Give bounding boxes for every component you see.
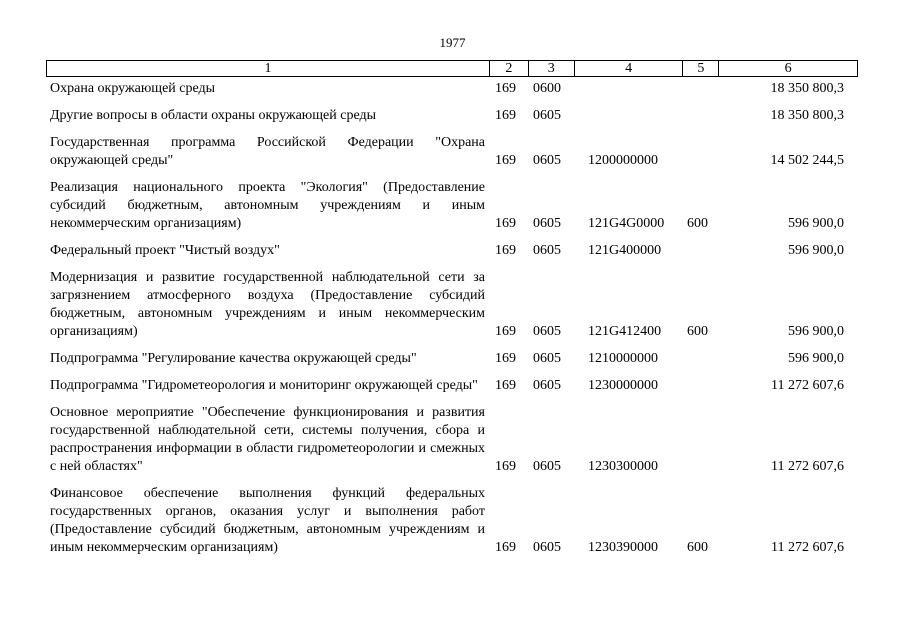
row-section-code: 0605 bbox=[533, 153, 561, 168]
row-ministry-code: 169 bbox=[495, 540, 516, 555]
row-section-code: 0600 bbox=[533, 81, 561, 96]
row-expense-type: 600 bbox=[687, 324, 708, 339]
row-amount: 18 350 800,3 bbox=[770, 81, 844, 96]
row-description: Финансовое обеспечение выполнения функций федеральных государственных органов, оказания услуг и выполнения работ (Предоставление субсидий бюджетным, автономным учреждениям и иным некоммерческим организациям) bbox=[50, 486, 485, 555]
budget-table bbox=[46, 60, 858, 557]
header-col-4: 4 bbox=[574, 61, 683, 76]
row-target-code: 1200000000 bbox=[588, 153, 658, 168]
table-row bbox=[46, 242, 858, 260]
row-amount: 596 900,0 bbox=[788, 216, 844, 231]
table-row bbox=[46, 179, 858, 233]
row-section-code: 0605 bbox=[533, 540, 561, 555]
row-amount: 596 900,0 bbox=[788, 351, 844, 366]
row-ministry-code: 169 bbox=[495, 153, 516, 168]
row-ministry-code: 169 bbox=[495, 216, 516, 231]
row-ministry-code: 169 bbox=[495, 378, 516, 393]
row-target-code: 121G4G0000 bbox=[588, 216, 665, 231]
header-col-5: 5 bbox=[682, 61, 718, 76]
header-col-3: 3 bbox=[528, 61, 574, 76]
table-row bbox=[46, 107, 858, 125]
row-target-code: 121G412400 bbox=[588, 324, 662, 339]
row-section-code: 0605 bbox=[533, 351, 561, 366]
row-description: Государственная программа Российской Федерации "Охрана окружающей среды" bbox=[50, 135, 485, 168]
header-col-2: 2 bbox=[489, 61, 528, 76]
row-description: Модернизация и развитие государственной наблюдательной сети за загрязнением атмосферного воздуха (Предоставление субсидий бюджетным, автономным учреждениям и иным некоммерческим организациям) bbox=[50, 270, 485, 339]
row-description: Основное мероприятие "Обеспечение функционирования и развития государственной наблюдательной сети, системы получения, сбора и распространения информации в области гидрометеорологии и смежных с ней областях" bbox=[50, 405, 485, 474]
table-row bbox=[46, 404, 858, 476]
row-amount: 18 350 800,3 bbox=[770, 108, 844, 123]
row-expense-type: 600 bbox=[687, 216, 708, 231]
row-amount: 11 272 607,6 bbox=[771, 378, 844, 393]
table-row bbox=[46, 377, 858, 395]
table-row bbox=[46, 269, 858, 341]
row-ministry-code: 169 bbox=[495, 108, 516, 123]
row-ministry-code: 169 bbox=[495, 81, 516, 96]
table-row bbox=[46, 134, 858, 170]
row-expense-type: 600 bbox=[687, 540, 708, 555]
row-amount: 596 900,0 bbox=[788, 324, 844, 339]
table-row bbox=[46, 350, 858, 368]
table-row bbox=[46, 485, 858, 557]
row-target-code: 1230300000 bbox=[588, 459, 658, 474]
row-description: Охрана окружающей среды bbox=[50, 81, 216, 96]
row-section-code: 0605 bbox=[533, 243, 561, 258]
row-amount: 11 272 607,6 bbox=[771, 540, 844, 555]
page-number: 1977 bbox=[439, 35, 466, 50]
row-target-code: 121G400000 bbox=[588, 243, 662, 258]
row-target-code: 1230000000 bbox=[588, 378, 658, 393]
row-description: Другие вопросы в области охраны окружающей среды bbox=[50, 108, 376, 123]
table-row bbox=[46, 80, 858, 98]
row-ministry-code: 169 bbox=[495, 351, 516, 366]
header-col-1: 1 bbox=[264, 61, 272, 76]
row-section-code: 0605 bbox=[533, 378, 561, 393]
row-section-code: 0605 bbox=[533, 216, 561, 231]
row-section-code: 0605 bbox=[533, 324, 561, 339]
row-description: Реализация национального проекта "Экология" (Предоставление субсидий бюджетным, автономным учреждениям и иным некоммерческим организациям) bbox=[50, 180, 485, 231]
row-target-code: 1230390000 bbox=[588, 540, 658, 555]
row-description: Федеральный проект "Чистый воздух" bbox=[50, 243, 280, 258]
row-ministry-code: 169 bbox=[495, 324, 516, 339]
row-ministry-code: 169 bbox=[495, 243, 516, 258]
row-amount: 596 900,0 bbox=[788, 243, 844, 258]
row-description: Подпрограмма "Гидрометеорология и мониторинг окружающей среды" bbox=[50, 378, 478, 393]
row-amount: 14 502 244,5 bbox=[770, 153, 844, 168]
table-header bbox=[46, 60, 858, 77]
row-target-code: 1210000000 bbox=[588, 351, 658, 366]
row-section-code: 0605 bbox=[533, 108, 561, 123]
row-section-code: 0605 bbox=[533, 459, 561, 474]
row-ministry-code: 169 bbox=[495, 459, 516, 474]
row-description: Подпрограмма "Регулирование качества окружающей среды" bbox=[50, 351, 417, 366]
header-col-6: 6 bbox=[718, 61, 857, 76]
row-amount: 11 272 607,6 bbox=[771, 459, 844, 474]
